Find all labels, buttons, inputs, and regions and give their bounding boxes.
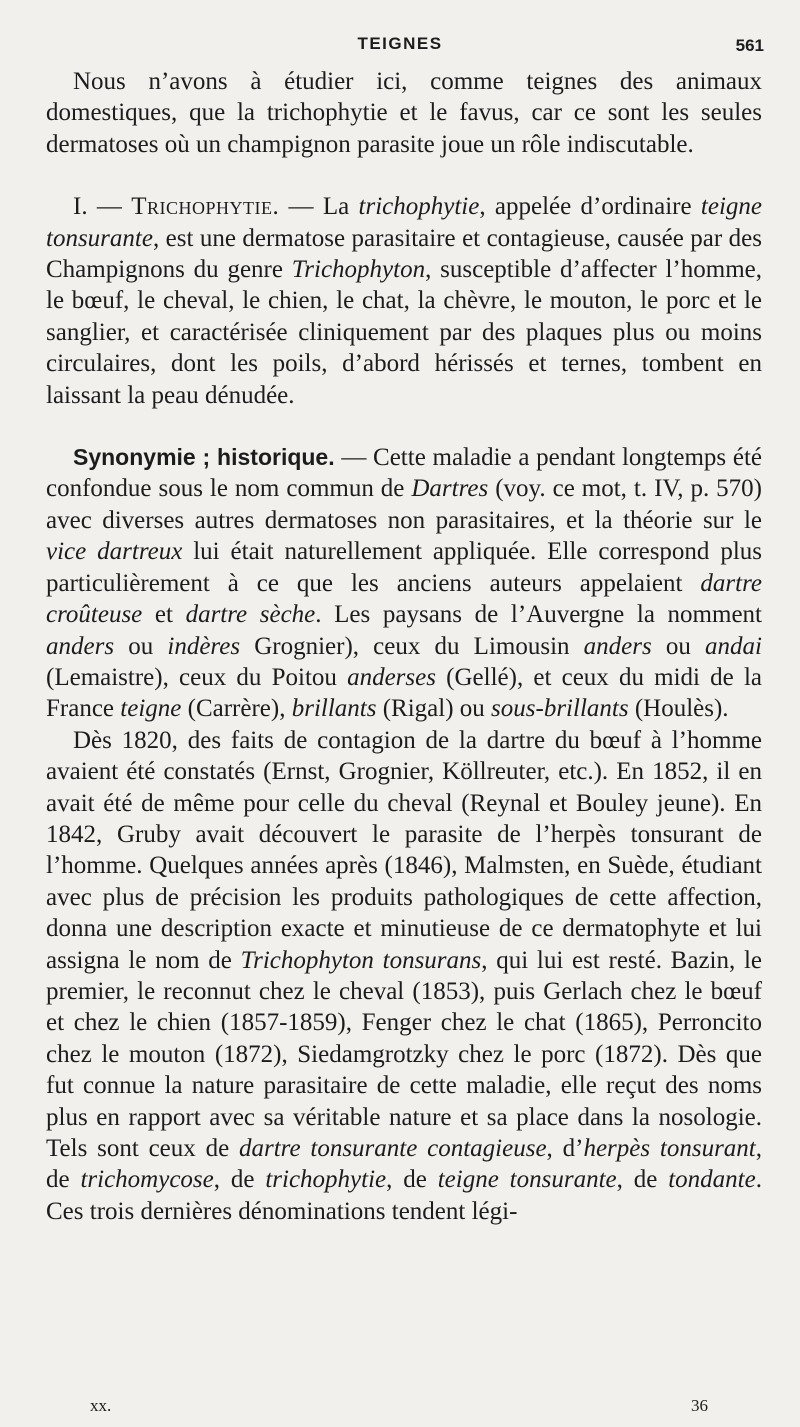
italic-term: anders (46, 632, 115, 660)
italic-term: trichophytie (265, 1166, 387, 1194)
synonymie-paragraph (46, 442, 762, 725)
italic-term: teigne tonsurante (437, 1166, 617, 1194)
signature-mark: xx. (90, 1396, 112, 1415)
text-run: , de (616, 1166, 669, 1194)
italic-term: Dartres (411, 475, 489, 503)
text-run: , de (46, 1135, 762, 1194)
italic-term: sous-brillants (491, 695, 629, 723)
section-heading: Trichophytie. (131, 193, 280, 221)
intro-paragraph: Nous n’avons à étudier ici, comme teignes des animaux domestiques, que la trichophytie et le favus, car ce sont les seules dermatoses où un champignon parasite joue un rôle indiscutable. (46, 68, 762, 158)
italic-term: Trichophyton tonsurans (240, 946, 482, 974)
quire-number: 36 (691, 1396, 708, 1415)
section-trichophytie-paragraph (46, 191, 762, 411)
text-run: et (142, 601, 186, 629)
italic-term: indères (167, 632, 241, 660)
text-run: , d’ (546, 1135, 584, 1162)
italic-term: vice dartreux (46, 538, 183, 566)
text-run: , de (213, 1166, 266, 1194)
text-run: , de (386, 1166, 438, 1194)
italic-term: brillants (291, 695, 377, 723)
text-run: , appelée d’ordinaire (479, 193, 701, 221)
italic-term: teigne (120, 695, 182, 723)
italic-term: dartre tonsurante contagieuse (239, 1135, 547, 1162)
text-run: . Ces trois dernières dénominations tendent légi- (46, 1166, 762, 1225)
text-run: (Rigal) ou (376, 695, 492, 723)
text-run: ou (114, 632, 168, 660)
text-run: (voy. ce mot, t. IV, p. 570) avec diverses autres dermatoses non parasitaires, et la théorie sur le (46, 475, 762, 534)
text-run: Grognier), ceux du Limousin (240, 632, 584, 660)
term: trichophytie (358, 193, 480, 221)
italic-term: dartre croûteuse (46, 569, 762, 629)
running-title: TEIGNES (357, 34, 443, 53)
text-run: Dès 1820, des faits de contagion de la dartre du bœuf à l’homme avaient été constatés (Ernst, Grognier, Köllreuter, etc.). En 1852, il en avait été de même pour celle du cheval (Reynal et Bouley jeune). En 1842, Gruby avait découvert le parasite de l’herpès tonsurant de l’homme. Quelques années après (1846), Malmsten, en Suède, étudiant avec plus de précision les produits pathologiques de cette affection, donna une description exacte et minutieuse de ce dermatophyte et lui assigna le nom de (46, 726, 762, 974)
alt-name: teigne tonsurante (46, 193, 763, 252)
italic-term: anders (583, 632, 652, 660)
text-run: (Houlès). (628, 695, 729, 723)
italic-term: tondante (668, 1166, 756, 1194)
section-numeral: I. — (73, 193, 132, 221)
text-run: — Cette maladie a pendant longtemps été confondue sous le nom commun de (46, 444, 762, 503)
italic-term: dartre sèche (185, 601, 316, 629)
subsection-heading: Synonymie ; historique. (73, 444, 335, 471)
spacer (46, 411, 762, 442)
history-paragraph (46, 725, 762, 1228)
italic-term: trichomycose (80, 1166, 214, 1194)
text-run: , qui lui est resté. Bazin, le premier, le reconnut chez le cheval (1853), puis Gerlach chez le bœuf et chez le chien (1857-1859), Fenger chez le chat (1865), Perroncito chez le mouton (1872), Siedamgrotzky chez le porc (1872). Dès que fut connue la nature parasitaire de cette maladie, elle reçut des noms plus en rapport avec sa véritable nature et sa place dans la nosologie. Tels sont ceux de (46, 946, 762, 1162)
text-run: lui était naturellement appliquée. Elle correspond plus particulièrement à ce que les anciens auteurs appelaient (46, 538, 763, 597)
text-run: (Gellé), et ceux du midi de la France (46, 663, 762, 723)
text-run: , est une dermatose parasitaire et contagieuse, causée par des Champignons du genre (46, 224, 762, 284)
italic-term: andai (705, 632, 762, 660)
body-text (46, 66, 762, 1227)
text-run: (Carrère), (181, 695, 292, 723)
text-run: . Les paysans de l’Auvergne la nomment (315, 601, 762, 629)
genus-name: Trichophyton (291, 256, 426, 284)
running-head (0, 30, 800, 60)
page-number: 561 (735, 36, 764, 55)
text-run: ou (651, 632, 706, 660)
text-run: — La (279, 193, 359, 221)
spacer (46, 160, 762, 191)
italic-term: anderses (347, 663, 436, 691)
page-footer (0, 1394, 800, 1422)
text-run: (Lemaistre), ceux du Poitou (46, 663, 348, 691)
text-run: , susceptible d’affecter l’homme, le bœuf, le cheval, le chien, le chat, la chèvre, le mouton, le porc et le sanglier, et caractérisée cliniquement par des plaques plus ou moins circulaires, dont les poils, d’abord hérissés et ternes, tombent en laissant la peau dénudée. (46, 256, 762, 409)
italic-term: herpès tonsurant (583, 1135, 756, 1162)
